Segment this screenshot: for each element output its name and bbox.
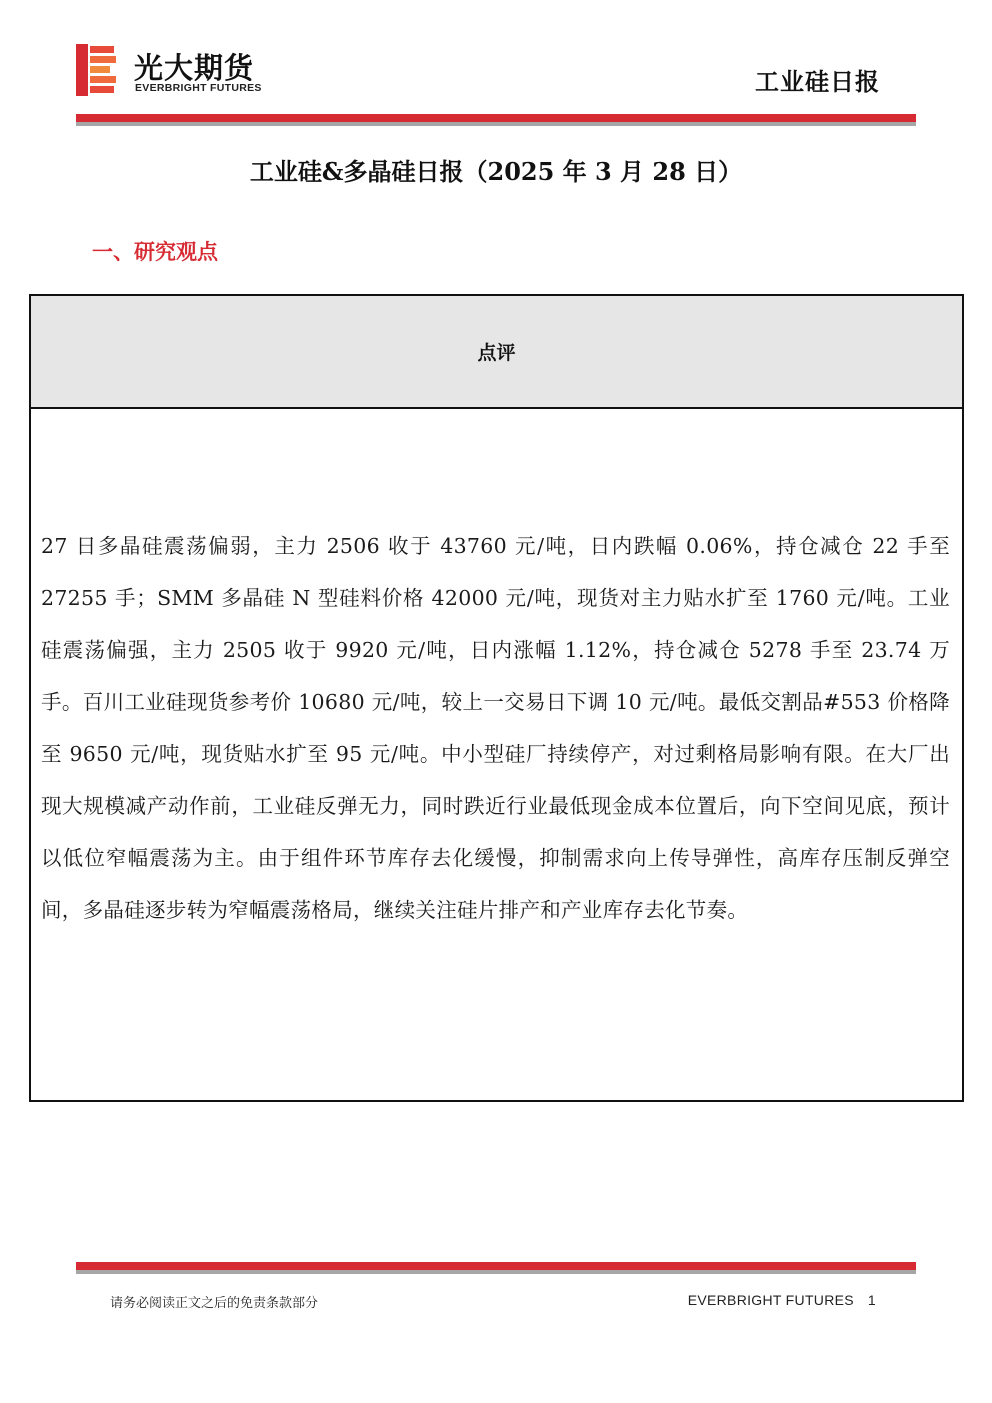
page-number: 1 bbox=[867, 1292, 876, 1308]
footer-brand: EVERBRIGHT FUTURES bbox=[687, 1292, 854, 1308]
section-heading: 一、研究观点 bbox=[92, 239, 218, 264]
document-title: 工业硅&多晶硅日报（2025 年 3 月 28 日） bbox=[249, 157, 743, 186]
footer-brand-block bbox=[688, 1292, 876, 1308]
footer-disclaimer: 请务必阅读正文之后的免责条款部分 bbox=[110, 1296, 319, 1311]
everbright-logo-icon bbox=[76, 44, 116, 96]
comment-box-body: 27 日多晶硅震荡偏弱，主力 2506 收于 43760 元/吨，日内跌幅 0.06%，持仓减仓 22 手至 27255 手；SMM 多晶硅 N 型硅料价格 42000 元/吨，现货对主力贴水扩至 1760 元/吨。工业硅震荡偏强，主力 2505 收于 9920 元/吨，日内涨幅 1.12%，持仓减仓 5278 手至 23.74 万手。百川工业硅现货参考价 10680 元/吨，较上一交易日下调 10 元/吨。最低交割品#553 价格降至 9650 元/吨，现货贴水扩至 95 元/吨。中小型硅厂持续停产，对过剩格局影响有限。在大厂出现大规模减产动作前，工业硅反弹无力，同时跌近行业最低现金成本位置后，向下空间见底，预计以低位窄幅震荡为主。由于组件环节库存去化缓慢，抑制需求向上传导弹性，高库存压制反弹空间，多晶硅逐步转为窄幅震荡格局，继续关注硅片排产和产业库存去化节奏。 bbox=[41, 534, 950, 922]
header-divider bbox=[76, 114, 916, 126]
brand-name-cn: 光大期货 bbox=[134, 51, 255, 85]
report-type-label: 工业硅日报 bbox=[755, 67, 880, 96]
brand-logo bbox=[76, 44, 286, 98]
comment-box bbox=[29, 294, 964, 1102]
comment-box-header: 点评 bbox=[31, 296, 962, 409]
brand-name-en: EVERBRIGHT FUTURES bbox=[135, 82, 262, 94]
footer-divider bbox=[76, 1262, 916, 1274]
